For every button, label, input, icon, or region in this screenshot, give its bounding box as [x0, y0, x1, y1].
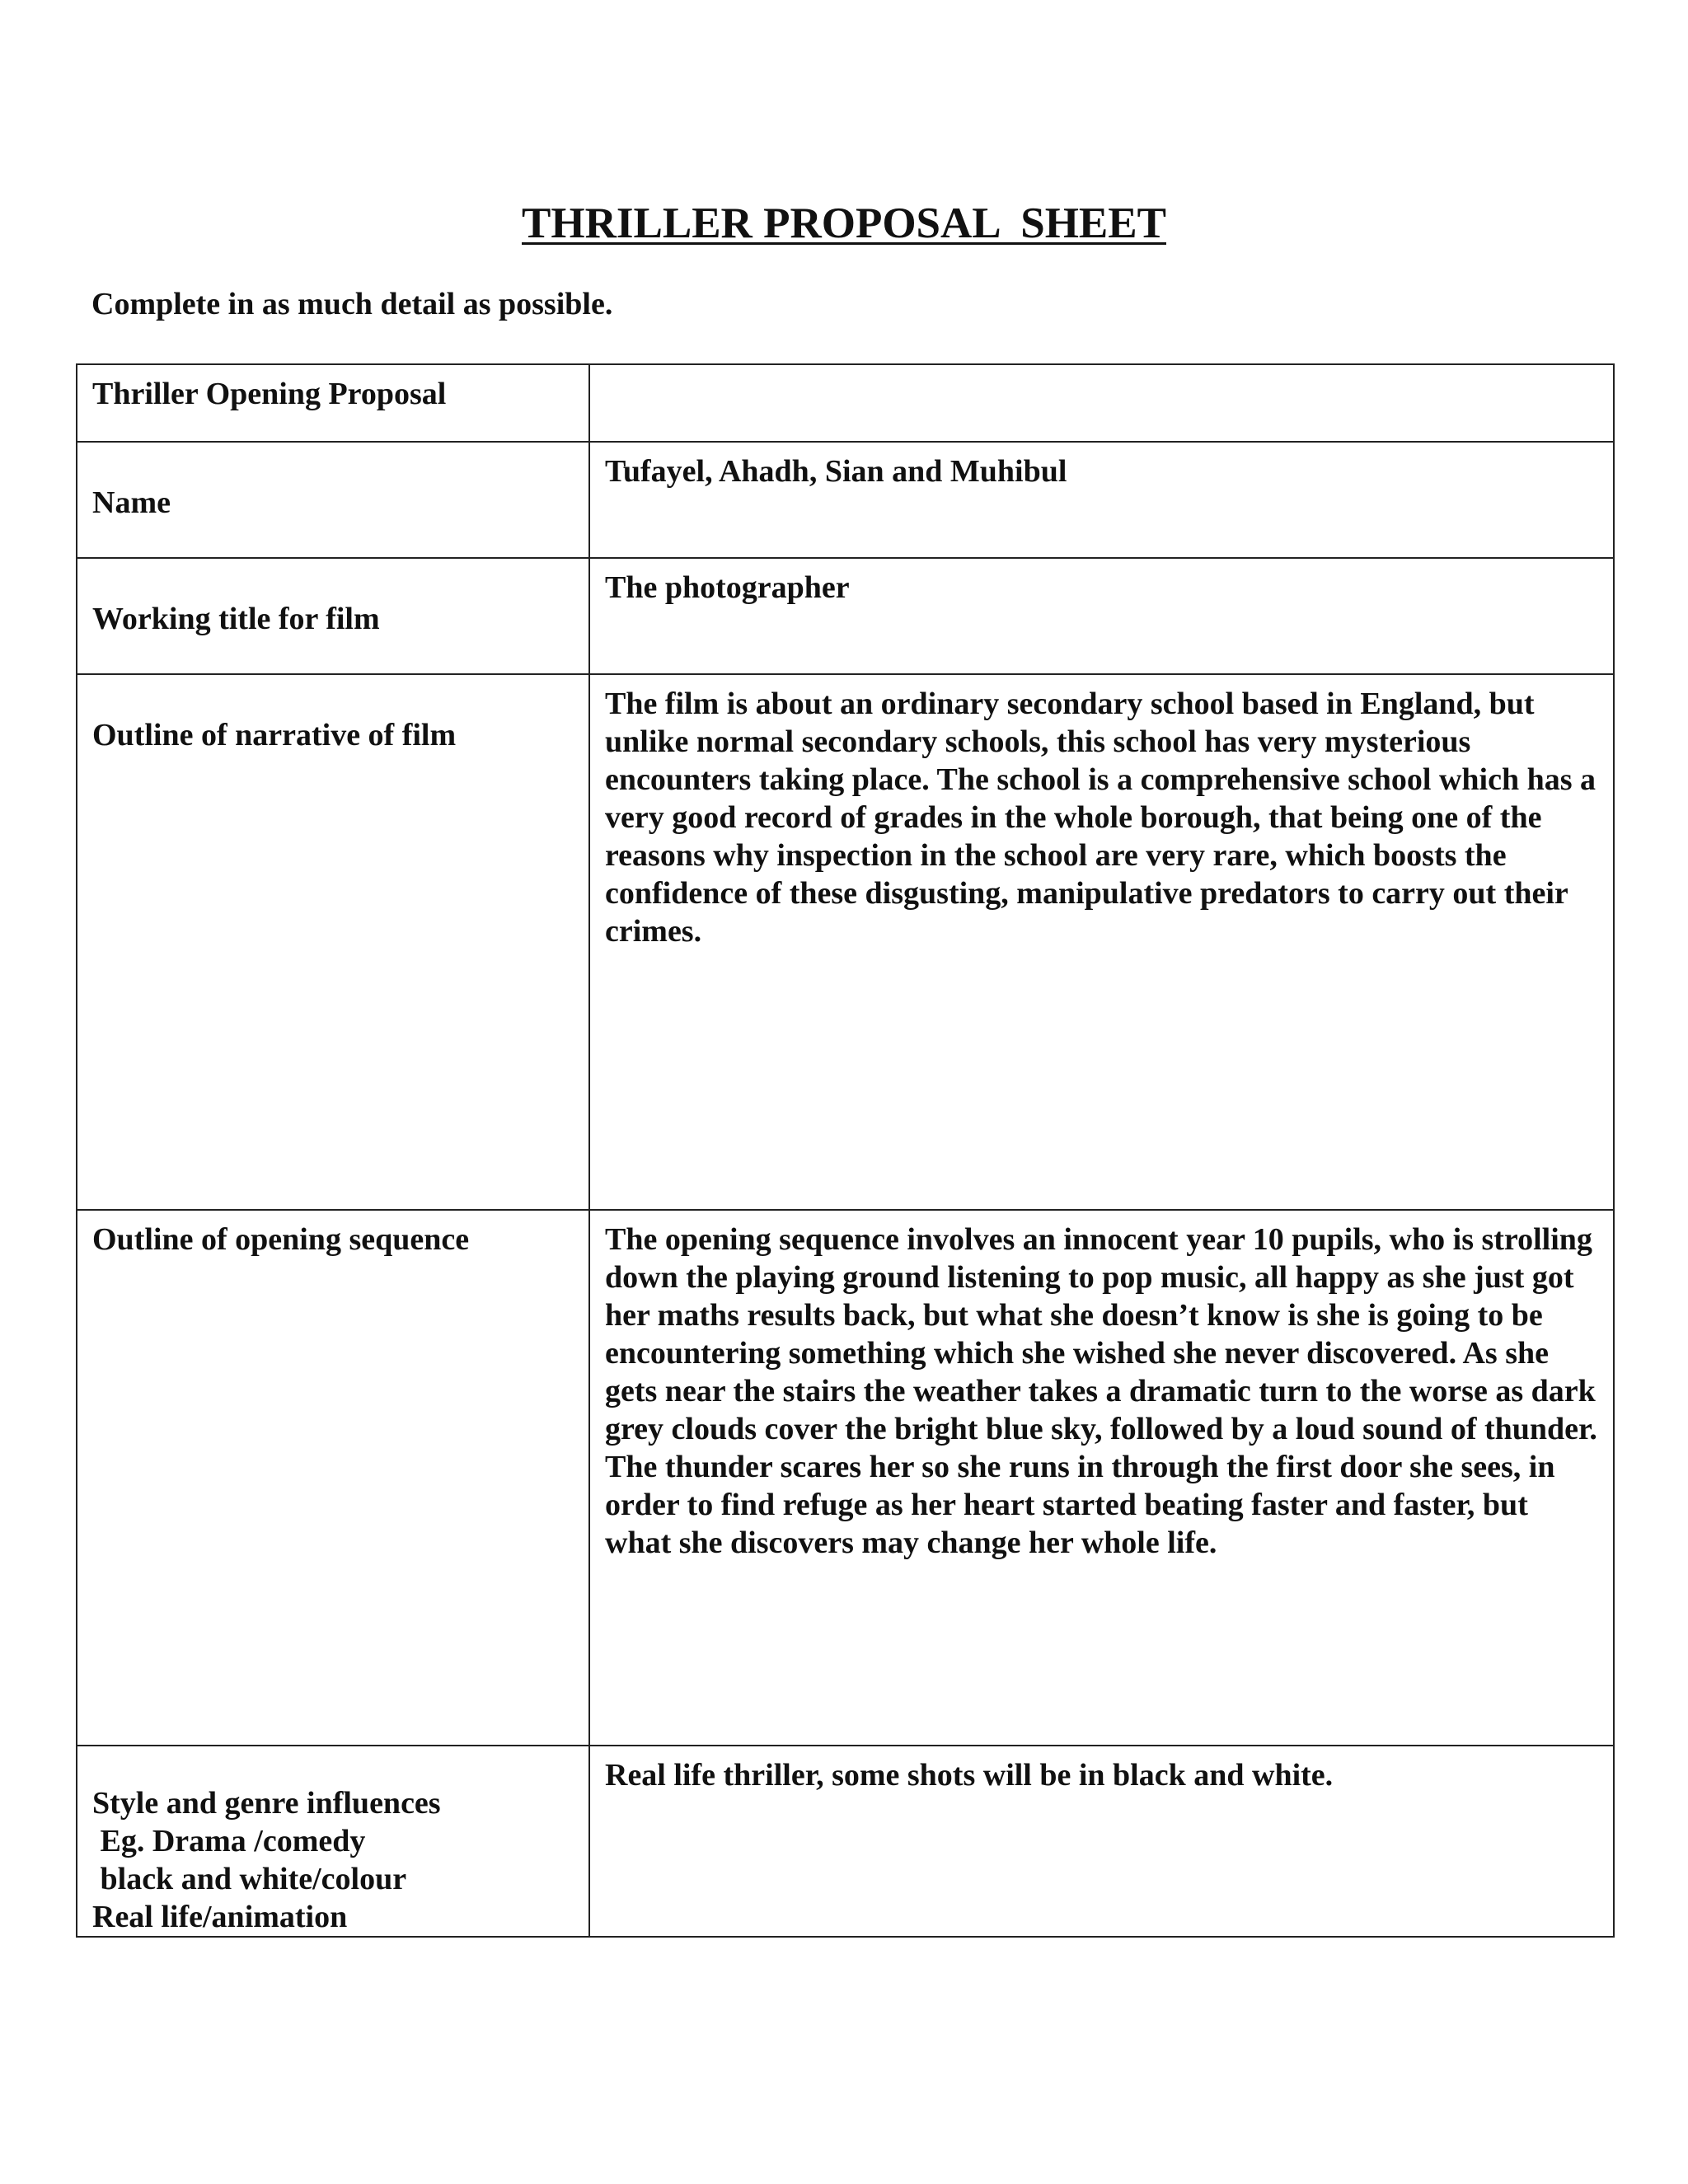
table-row-narrative — [77, 674, 1614, 1210]
value-cell — [589, 674, 1614, 1210]
table-row-style-genre — [77, 1746, 1614, 1937]
value-cell — [589, 1210, 1614, 1746]
table-row-opening-sequence — [77, 1210, 1614, 1746]
row-value: The photographer — [605, 570, 850, 605]
row-label: Working title for film — [92, 602, 380, 636]
row-label: Thriller Opening Proposal — [92, 377, 447, 411]
row-label: Outline of narrative of film — [92, 718, 457, 752]
table-row-proposal — [77, 364, 1614, 442]
label-cell — [77, 1746, 589, 1937]
row-value — [590, 365, 1613, 375]
label-cell — [77, 674, 589, 1210]
label-cell — [77, 1210, 589, 1746]
instruction-text: Complete in as much detail as possible. — [91, 287, 613, 321]
row-value: Real life thriller, some shots will be in black and white. — [605, 1758, 1334, 1793]
row-label: Outline of opening sequence — [92, 1222, 470, 1257]
label-cell — [77, 364, 589, 442]
row-label: Style and genre influences Eg. Drama /comedy black and white/colour Real life/animation — [92, 1786, 441, 1934]
row-value: Tufayel, Ahadh, Sian and Muhibul — [605, 454, 1067, 489]
page-title: THRILLER PROPOSAL SHEET — [522, 199, 1166, 247]
value-cell — [589, 364, 1614, 442]
row-value: The opening sequence involves an innocent year 10 pupils, who is strolling down the playing ground listening to pop music, all happy as she just got her maths results back, but what she doesn’t know is she is going to be encountering something which she wished she never discovered. As she gets near the stairs the weather takes a dramatic turn to the worse as dark grey clouds cover the bright blue sky, followed by a loud sound of thunder. The thunder scares her so she runs in through the first door she sees, in order to find refuge as her heart started beating faster and faster, but what she discovers may change her whole life. — [605, 1222, 1597, 1560]
label-cell — [77, 558, 589, 674]
table-row-working-title — [77, 558, 1614, 674]
label-cell — [77, 442, 589, 558]
value-cell — [589, 442, 1614, 558]
table-row-name — [77, 442, 1614, 558]
value-cell — [589, 558, 1614, 674]
row-label: Name — [92, 485, 171, 520]
proposal-table — [76, 363, 1615, 1938]
row-value: The film is about an ordinary secondary school based in England, but unlike normal secondary schools, this school has very mysterious encounters taking place. The school is a comprehensive school which has a very good record of grades in the whole borough, that being one of the reasons why inspection in the school are very rare, which boosts the confidence of these disgusting, manipulative predators to carry out their crimes. — [605, 687, 1597, 949]
value-cell — [589, 1746, 1614, 1937]
